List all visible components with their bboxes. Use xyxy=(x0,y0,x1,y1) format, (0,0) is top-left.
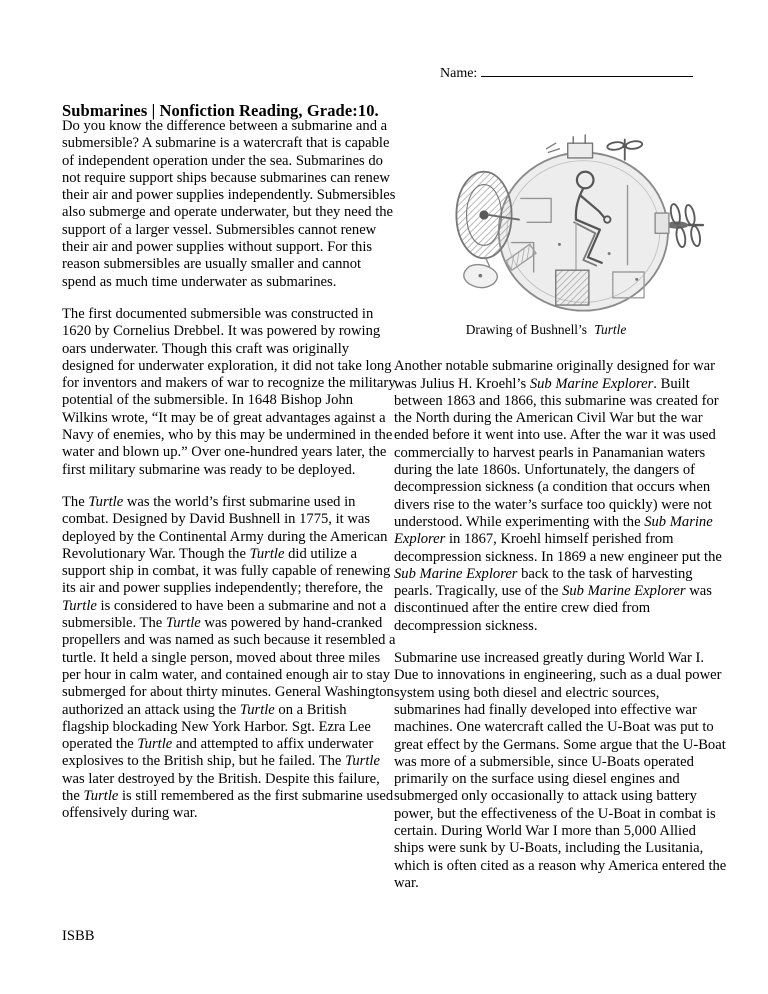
top-hatch xyxy=(547,135,593,158)
page-title: Submarines | Nonfiction Reading, Grade:10. xyxy=(62,101,379,121)
name-label: Name: xyxy=(440,66,478,81)
paragraph: The Turtle was the world’s first submarine used in combat. Designed by David Bushnell in 1775, it was deployed by the Continental Army during the American Revolutionary War. Though the Turtle did utilize a support ship in combat, it was fully capable of renewing its air and power supplies independently; therefore, the Turtle is considered to have been a submarine and not a submersible. The Turtle was powered by hand-cranked propellers and was named as such because it resembled a turtle. It held a single person, moved about three miles per hour in calm water, and contained enough air to stay submerged for about thirty minutes. General Washington authorized an attack using the Turtle on a British flagship blockading New York Harbor. Sgt. Ezra Lee operated the Turtle and attempted to affix underwater explosives to the British ship, but he failed. The Turtle was later destroyed by the British. Despite this failure, the Turtle is still remembered as the first submarine used offensively during war. xyxy=(62,493,396,822)
right-column xyxy=(394,128,728,907)
turtle-illustration xyxy=(438,134,714,318)
footer-code: ISBB xyxy=(62,928,95,944)
stern-propeller xyxy=(666,203,703,247)
anchor-weight xyxy=(464,258,498,287)
paragraph: Do you know the difference between a submarine and a submersible? A submarine is a watercraft that is capable of independent operation under the sea. Submarines do not require support ships because submarines can renew their air and power supplies independently. Submersibles also submerge and operate underwater, but they need the support of a larger vessel. Submersibles cannot renew their air and power supplies without support. For this reason submersibles are usually smaller and cannot spend as much time underwater as submarines. xyxy=(62,118,396,290)
paragraph: Submarine use increased greatly during World War I. Due to innovations in engineering, such as a dual power system using both diesel and electric sources, submarines had finally developed into effective war machines. One watercraft called the U-Boat was put to great effect by the Germans. Some argue that the U-Boat was more of a submersible, since U-Boats operated primarily on the surface using diesel engines and submerged only occasionally to attack using battery power, but the effectiveness of the U-Boat in combat is certain. During World War I more than 5,000 Allied ships were sunk by U-Boats, including the Lusitania, which is often cited as a reason why America entered the war. xyxy=(394,650,727,891)
figure-caption: Drawing of Bushnell’s Turtle xyxy=(465,322,627,337)
name-field-row xyxy=(440,62,693,82)
figure-block xyxy=(394,134,728,338)
name-blank-line xyxy=(481,62,693,77)
paragraph: Another notable submarine originally designed for war was Julius H. Kroehl’s Sub Marine Explorer. Built between 1863 and 1866, this submarine was created for the North during the American Civil War but the war ended before it went into use. After the war it was used commercially to harvest pearls in Panamanian waters during the late 1860s. Unfortunately, the dangers of decompression sickness (a condition that occurs when divers rise to the water’s surface too quickly) were not understood. While experimenting with the Sub Marine Explorer in 1867, Kroehl himself perished from decompression sickness. In 1869 a new engineer put the Sub Marine Explorer back to the task of harvesting pearls. Tragically, use of the Sub Marine Explorer was discontinued after the entire crew died from decompression sickness. xyxy=(394,358,722,634)
left-column xyxy=(62,118,396,838)
paragraph: The first documented submersible was constructed in 1620 by Cornelius Drebbel. It was powered by rowing oars underwater. Though this craft was originally designed for underwater exploration, it did not take long for inventors and makers of war to recognize the military potential of the submersible. In 1648 Bishop John Wilkins wrote, “It may be of great advantages against a Navy of enemies, who by this may be undermined in the water and blown up.” Over one-hundred years later, the first military submarine was ready to be deployed. xyxy=(62,305,396,478)
